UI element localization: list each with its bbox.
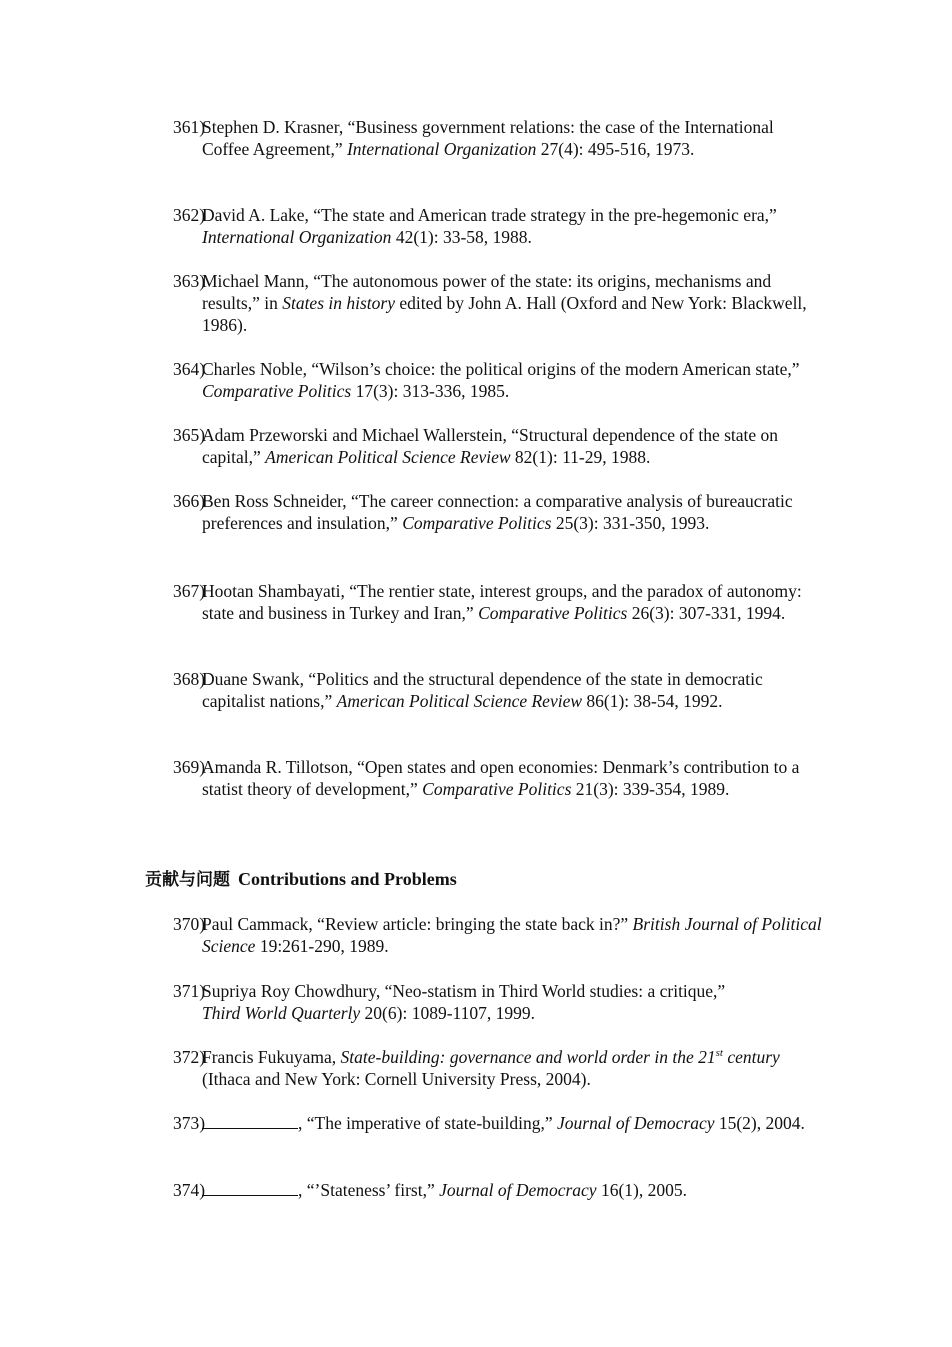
- reference-370: [173, 913, 823, 957]
- journal-title: Journal of Democracy: [557, 1113, 715, 1133]
- reference-365: [173, 424, 823, 468]
- reference-number: 368): [173, 669, 206, 689]
- reference-details: 21(3): 339-354, 1989.: [571, 779, 730, 799]
- reference-text: Michael Mann, “The autonomous power of the state: its origins, mechanisms and results,” in: [202, 271, 772, 313]
- reference-373: [173, 1112, 823, 1134]
- section-heading-en: Contributions and Problems: [238, 869, 457, 889]
- reference-details: 82(1): 11-29, 1988.: [510, 447, 651, 467]
- reference-number: 373): [173, 1113, 206, 1133]
- reference-details: 25(3): 331-350, 1993.: [551, 513, 710, 533]
- reference-details: 20(6): 1089-1107, 1999.: [360, 1003, 535, 1023]
- reference-text: Paul Cammack, “Review article: bringing the state back in?”: [202, 914, 633, 934]
- reference-362: [173, 204, 823, 248]
- reference-details: edited by John A. Hall (Oxford and New York: Blackwell, 1986).: [202, 293, 807, 335]
- reference-367: [173, 580, 823, 624]
- journal-title: Third World Quarterly: [202, 1003, 361, 1023]
- reference-number: 366): [173, 491, 206, 511]
- reference-text: Francis Fukuyama,: [202, 1047, 341, 1067]
- journal-title: Comparative Politics: [422, 779, 572, 799]
- journal-title: Comparative Politics: [478, 603, 628, 623]
- journal-title: American Political Science Review: [265, 447, 511, 467]
- journal-title: Comparative Politics: [202, 381, 352, 401]
- reference-number: 367): [173, 581, 206, 601]
- journal-title: Comparative Politics: [402, 513, 552, 533]
- reference-371: [173, 980, 823, 1024]
- reference-372: [173, 1046, 823, 1090]
- reference-details: 26(3): 307-331, 1994.: [627, 603, 786, 623]
- reference-361: [173, 116, 823, 160]
- reference-364: [173, 358, 823, 402]
- reference-text: , “The imperative of state-building,”: [298, 1113, 558, 1133]
- journal-title: American Political Science Review: [336, 691, 583, 711]
- reference-number: 370): [173, 914, 206, 934]
- reference-details: 19:261-290, 1989.: [255, 936, 389, 956]
- reference-text: Supriya Roy Chowdhury, “Neo-statism in Third World studies: a critique,”: [202, 981, 726, 1001]
- journal-title: International Organization: [346, 139, 537, 159]
- section-heading: [145, 868, 457, 891]
- reference-number: 372): [173, 1047, 206, 1067]
- section-heading-zh: 贡献与问题: [145, 870, 230, 890]
- reference-369: [173, 756, 823, 800]
- reference-text: David A. Lake, “The state and American trade strategy in the pre-hegemonic era,”: [202, 205, 777, 225]
- reference-text: Hootan Shambayati, “The rentier state, interest groups, and the paradox of autonomy: state and business in Turkey and Iran,”: [202, 581, 802, 623]
- reference-details: 42(1): 33-58, 1988.: [391, 227, 532, 247]
- reference-number: 363): [173, 271, 206, 291]
- author-repeat-blank: [202, 1180, 298, 1196]
- reference-374: [173, 1179, 823, 1201]
- journal-title: Journal of Democracy: [439, 1180, 597, 1200]
- reference-details: (Ithaca and New York: Cornell University Press, 2004).: [202, 1069, 591, 1089]
- reference-number: 365): [173, 425, 206, 445]
- reference-details: 15(2), 2004.: [714, 1113, 805, 1133]
- reference-details: 86(1): 38-54, 1992.: [582, 691, 723, 711]
- reference-text: Amanda R. Tillotson, “Open states and open economies: Denmark’s contribution to a statist theory of development,”: [202, 757, 800, 799]
- reference-text: Adam Przeworski and Michael Wallerstein, “Structural dependence of the state on capital,”: [202, 425, 779, 467]
- reference-details: 27(4): 495-516, 1973.: [536, 139, 695, 159]
- book-title: States in history: [282, 293, 395, 313]
- reference-number: 371): [173, 981, 206, 1001]
- superscript: st: [715, 1047, 723, 1060]
- reference-text: Duane Swank, “Politics and the structural dependence of the state in democratic capitalist nations,”: [202, 669, 763, 711]
- reference-number: 364): [173, 359, 206, 379]
- reference-368: [173, 668, 823, 712]
- reference-366: [173, 490, 823, 534]
- journal-title: International Organization: [202, 227, 392, 247]
- reference-text: Charles Noble, “Wilson’s choice: the political origins of the modern American state,”: [202, 359, 800, 379]
- journal-title: British Journal of Political Science: [202, 914, 822, 956]
- book-title: State-building: governance and world order in the 21: [340, 1047, 716, 1067]
- book-title-end: century: [722, 1047, 780, 1067]
- reference-number: 374): [173, 1180, 206, 1200]
- reference-text: , “’Stateness’ first,”: [298, 1180, 440, 1200]
- reference-number: 362): [173, 205, 206, 225]
- reference-details: 17(3): 313-336, 1985.: [351, 381, 510, 401]
- reference-details: 16(1), 2005.: [596, 1180, 687, 1200]
- reference-text: Ben Ross Schneider, “The career connection: a comparative analysis of bureaucratic preferences and insulation,”: [202, 491, 793, 533]
- reference-number: 369): [173, 757, 206, 777]
- reference-text: Stephen D. Krasner, “Business government relations: the case of the International Coffee Agreement,”: [202, 117, 774, 159]
- author-repeat-blank: [202, 1113, 298, 1129]
- reference-number: 361): [173, 117, 206, 137]
- reference-363: [173, 270, 823, 336]
